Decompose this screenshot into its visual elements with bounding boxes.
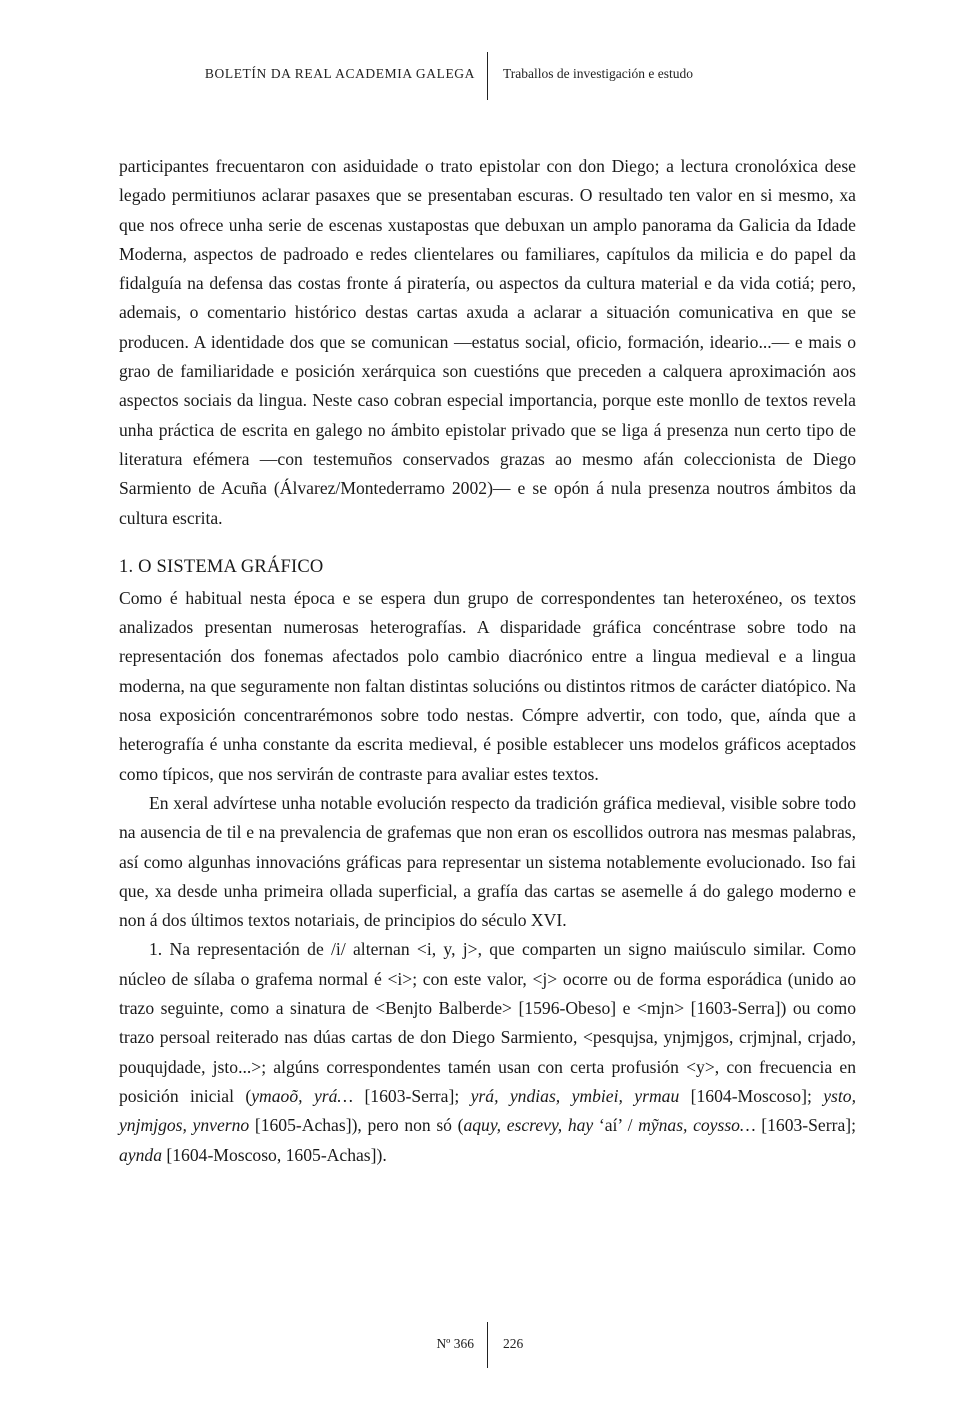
article-body <box>119 152 856 1170</box>
example-6: aynda <box>119 1144 162 1165</box>
section-label: Traballos de investigación e estudo <box>503 66 693 81</box>
paragraph-3-text: [1604-Moscoso, 1605-Achas]). <box>162 1144 387 1165</box>
paragraph-2: En xeral advírtese unha notable evolución respecto da tradición gráfica medieval, visible sobre todo na ausencia de til e na prevalencia de grafemas que non eran os escollidos outrora nas mesmas palabras, así como algunhas innovacións gráficas para representar un sistema notablemente evolucionado. Iso fai que, xa desde unha primeira ollada superficial, a grafía das cartas se asemelle á do galego moderno e non á dos últimos textos notariais, de principios do século XVI. <box>119 792 856 931</box>
paragraph-1: Como é habitual nesta época e se espera dun grupo de correspondentes tan heteroxéneo, os textos analizados presentan numerosas heterografías. A disparidade gráfica concéntrase sobre todo na representación dos fonemas afectados polo cambio diacrónico entre a lingua medieval e a lingua moderna, na que seguramente non faltan distintas solucións ou distintos ritmos de carácter diatópico. Na nosa exposición concentrarémonos sobre todo nestas. Cómpre advertir, con todo, que, aínda que a heterografía é unha constante da escrita medieval, é posible establecer uns modelos gráficos aceptados como típicos, que nos servirán de contraste para avaliar estes textos. <box>119 587 856 784</box>
paragraph-3-text: [1603-Serra]; <box>755 1115 857 1136</box>
paragraph-3-text: [1603-Serra]; <box>353 1085 471 1106</box>
example-2: yrá, yndias, ymbiei, yrmau <box>470 1085 680 1106</box>
issue-number: Nº 366 <box>436 1336 474 1351</box>
example-4: aquy, escrevy, hay <box>463 1115 594 1136</box>
example-5: mỹnas, coysso… <box>638 1115 756 1136</box>
footer-divider <box>487 1322 488 1368</box>
intro-paragraph: participantes frecuentaron con asiduidade o trato epistolar con don Diego; a lectura cronolóxica dese legado permitiunos aclarar pasaxes que se presentaban escuras. O resultado ten valor en si mesmo, xa que nos ofrece unha serie de escenas xustapostas que debuxan un amplo panorama da Galicia da Idade Moderna, aspectos de padroado e redes clientelares ou familiares, capítulos da milicia e do papel da fidalguía na defensa das costas fronte á piratería, ou aspectos da cultura material e da vida cotiá; pero, ademais, o comentario histórico destas cartas axuda a aclarar a situación comunicativa en que se producen. A identidade dos que se comunican —estatus social, oficio, formación, ideario...— e mais o grao de familiaridade e posición xerárquica son cuestións que preceden a calquera aproximación aos aspectos sociais da lingua. Neste caso cobran especial importancia, porque este monllo de textos revela unha práctica de escrita en galego no ámbito epistolar privado que se liga á presenza nun certo tipo de literatura efémera —con testemuños conservados grazas ao mesmo afán coleccionista de Diego Sarmiento de Acuña (Álvarez/Montederramo 2002)— e se opón á nula presenza noutros ámbitos da cultura escrita. <box>119 156 856 528</box>
page-number: 226 <box>503 1336 524 1351</box>
paragraph-3-text: 1. Na representación de /i/ alternan <i, y, j>, que comparten un signo maiúsculo similar. Como núcleo de sílaba o grafema normal é <i>; con este valor, <j> ocorre ou de forma esporádica (unido ao trazo seguinte, como a sinatura de <Benjto Balberde> [1596-Obeso] e <mjn> [1603-Serra]) ou como trazo persoal reiterado nas dúas cartas de don Diego Sarmiento, <pesqujsa, ynjmjgos, crjmjnal, crjado, pouqujdade, jsto...>; algúns correspondentes tamén usan con certa profusión <y>, con frecuencia en posición inicial ( <box>119 939 856 1106</box>
running-header <box>0 52 975 100</box>
example-3: ysto, ynjmjgos, ynverno <box>119 1085 856 1136</box>
paragraph-3-text: [1605-Achas]), pero non só ( <box>249 1115 464 1136</box>
paragraph-3-text: [1604-Moscoso]; <box>679 1085 824 1106</box>
paragraph-3-text: ‘aí’ / <box>593 1115 639 1136</box>
header-divider <box>487 52 488 100</box>
paragraph-3 <box>119 935 856 1169</box>
journal-title: BOLETÍN DA REAL ACADEMIA GALEGA <box>204 66 475 81</box>
example-1: ymaoõ, yrá… <box>251 1085 354 1106</box>
page-footer <box>0 1322 975 1368</box>
section-heading: 1. O SISTEMA GRÁFICO <box>119 556 324 577</box>
